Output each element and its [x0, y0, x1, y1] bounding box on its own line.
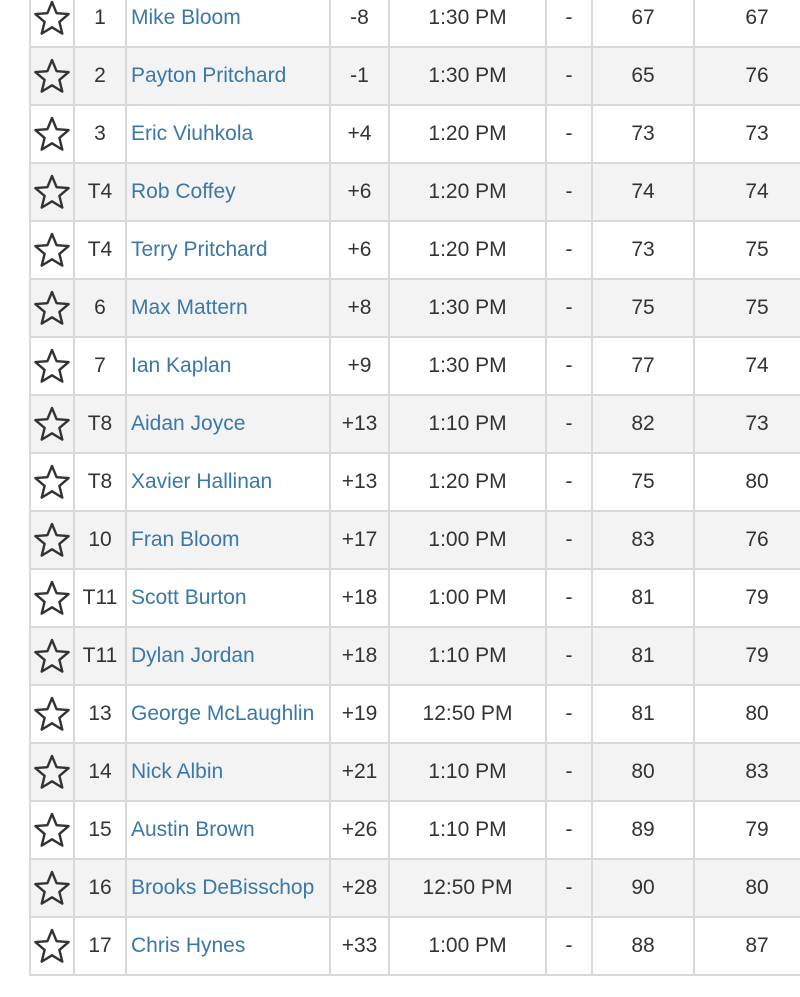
round-2-score-cell: 80 [694, 453, 800, 511]
leaderboard-row [30, 569, 800, 627]
player-name-link[interactable]: Fran Bloom [131, 528, 240, 551]
player-name-cell [126, 453, 330, 511]
star-outline-icon[interactable] [34, 464, 70, 500]
round-2-score-cell: 87 [694, 917, 800, 975]
star-outline-icon[interactable] [34, 348, 70, 384]
tee-time-cell: 12:50 PM [389, 859, 546, 917]
star-outline-icon[interactable] [34, 290, 70, 326]
to-par-cell: +18 [330, 569, 389, 627]
star-outline-icon[interactable] [34, 638, 70, 674]
round-1-score-cell: 75 [592, 279, 694, 337]
star-outline-icon[interactable] [34, 580, 70, 616]
player-name-cell [126, 859, 330, 917]
to-par-cell: +33 [330, 917, 389, 975]
player-name-cell [126, 511, 330, 569]
player-name-link[interactable]: Xavier Hallinan [131, 470, 273, 493]
star-outline-icon[interactable] [34, 870, 70, 906]
tee-time-cell: 1:30 PM [389, 0, 546, 47]
to-par-cell: +18 [330, 627, 389, 685]
leaderboard-row [30, 105, 800, 163]
thru-cell: - [546, 569, 592, 627]
to-par-cell: +28 [330, 859, 389, 917]
position-cell: 17 [74, 917, 126, 975]
round-1-score-cell: 81 [592, 627, 694, 685]
position-cell: 15 [74, 801, 126, 859]
leaderboard-row [30, 627, 800, 685]
favorite-cell [30, 743, 74, 801]
player-name-cell [126, 685, 330, 743]
position-cell: 16 [74, 859, 126, 917]
tee-time-cell: 1:20 PM [389, 221, 546, 279]
player-name-link[interactable]: Terry Pritchard [131, 238, 268, 261]
favorite-cell [30, 569, 74, 627]
favorite-cell [30, 917, 74, 975]
position-cell: 13 [74, 685, 126, 743]
round-2-score-cell: 67 [694, 0, 800, 47]
round-1-score-cell: 88 [592, 917, 694, 975]
round-1-score-cell: 73 [592, 221, 694, 279]
leaderboard-row [30, 453, 800, 511]
position-cell: 1 [74, 0, 126, 47]
player-name-link[interactable]: Aidan Joyce [131, 412, 246, 435]
player-name-link[interactable]: Nick Albin [131, 760, 224, 783]
leaderboard-row [30, 279, 800, 337]
leaderboard-row [30, 221, 800, 279]
thru-cell: - [546, 337, 592, 395]
player-name-cell [126, 743, 330, 801]
player-name-cell [126, 105, 330, 163]
player-name-link[interactable]: Chris Hynes [131, 934, 246, 957]
favorite-cell [30, 0, 74, 47]
round-1-score-cell: 73 [592, 105, 694, 163]
star-outline-icon[interactable] [34, 928, 70, 964]
leaderboard-row [30, 743, 800, 801]
round-2-score-cell: 74 [694, 163, 800, 221]
leaderboard-row [30, 859, 800, 917]
favorite-cell [30, 163, 74, 221]
leaderboard-row [30, 47, 800, 105]
leaderboard-row [30, 337, 800, 395]
tee-time-cell: 1:30 PM [389, 279, 546, 337]
round-2-score-cell: 79 [694, 569, 800, 627]
favorite-cell [30, 105, 74, 163]
tee-time-cell: 1:00 PM [389, 917, 546, 975]
position-cell: T8 [74, 395, 126, 453]
tee-time-cell: 1:10 PM [389, 801, 546, 859]
round-1-score-cell: 75 [592, 453, 694, 511]
player-name-link[interactable]: Austin Brown [131, 818, 255, 841]
thru-cell: - [546, 395, 592, 453]
player-name-cell [126, 395, 330, 453]
to-par-cell: -1 [330, 47, 389, 105]
player-name-cell [126, 917, 330, 975]
round-1-score-cell: 81 [592, 569, 694, 627]
leaderboard-row [30, 163, 800, 221]
round-1-score-cell: 81 [592, 685, 694, 743]
tee-time-cell: 1:00 PM [389, 569, 546, 627]
favorite-cell [30, 801, 74, 859]
player-name-cell [126, 0, 330, 47]
player-name-cell [126, 279, 330, 337]
round-2-score-cell: 73 [694, 105, 800, 163]
position-cell: T11 [74, 569, 126, 627]
favorite-cell [30, 685, 74, 743]
tee-time-cell: 1:20 PM [389, 105, 546, 163]
thru-cell: - [546, 105, 592, 163]
player-name-link[interactable]: Dylan Jordan [131, 644, 255, 667]
tee-time-cell: 1:10 PM [389, 743, 546, 801]
to-par-cell: +19 [330, 685, 389, 743]
round-1-score-cell: 90 [592, 859, 694, 917]
star-outline-icon[interactable] [34, 522, 70, 558]
thru-cell: - [546, 511, 592, 569]
leaderboard-body [30, 0, 800, 975]
leaderboard-row [30, 685, 800, 743]
round-2-score-cell: 74 [694, 337, 800, 395]
position-cell: T11 [74, 627, 126, 685]
round-1-score-cell: 80 [592, 743, 694, 801]
position-cell: T4 [74, 163, 126, 221]
leaderboard-row [30, 0, 800, 47]
position-cell: 14 [74, 743, 126, 801]
favorite-cell [30, 221, 74, 279]
tee-time-cell: 1:20 PM [389, 163, 546, 221]
to-par-cell: +4 [330, 105, 389, 163]
to-par-cell: +13 [330, 453, 389, 511]
favorite-cell [30, 627, 74, 685]
star-outline-icon[interactable] [34, 696, 70, 732]
position-cell: 7 [74, 337, 126, 395]
star-outline-icon[interactable] [34, 754, 70, 790]
to-par-cell: +6 [330, 221, 389, 279]
player-name-cell [126, 163, 330, 221]
star-outline-icon[interactable] [34, 58, 70, 94]
star-outline-icon[interactable] [34, 116, 70, 152]
tee-time-cell: 1:10 PM [389, 627, 546, 685]
thru-cell: - [546, 163, 592, 221]
player-name-cell [126, 627, 330, 685]
position-cell: 3 [74, 105, 126, 163]
player-name-link[interactable]: Rob Coffey [131, 180, 236, 203]
tee-time-cell: 12:50 PM [389, 685, 546, 743]
round-1-score-cell: 74 [592, 163, 694, 221]
to-par-cell: +21 [330, 743, 389, 801]
round-2-score-cell: 76 [694, 511, 800, 569]
player-name-link[interactable]: Scott Burton [131, 586, 247, 609]
thru-cell: - [546, 859, 592, 917]
star-outline-icon[interactable] [34, 406, 70, 442]
round-2-score-cell: 80 [694, 859, 800, 917]
tee-time-cell: 1:30 PM [389, 47, 546, 105]
star-outline-icon[interactable] [34, 812, 70, 848]
to-par-cell: +26 [330, 801, 389, 859]
thru-cell: - [546, 221, 592, 279]
position-cell: 2 [74, 47, 126, 105]
round-2-score-cell: 83 [694, 743, 800, 801]
favorite-cell [30, 337, 74, 395]
round-1-score-cell: 65 [592, 47, 694, 105]
round-2-score-cell: 76 [694, 47, 800, 105]
round-1-score-cell: 83 [592, 511, 694, 569]
thru-cell: - [546, 47, 592, 105]
position-cell: 10 [74, 511, 126, 569]
round-2-score-cell: 79 [694, 627, 800, 685]
to-par-cell: +9 [330, 337, 389, 395]
to-par-cell: +13 [330, 395, 389, 453]
round-2-score-cell: 73 [694, 395, 800, 453]
player-name-link[interactable]: Payton Pritchard [131, 64, 287, 87]
round-2-score-cell: 75 [694, 279, 800, 337]
thru-cell: - [546, 627, 592, 685]
thru-cell: - [546, 917, 592, 975]
favorite-cell [30, 859, 74, 917]
round-2-score-cell: 79 [694, 801, 800, 859]
favorite-cell [30, 511, 74, 569]
tee-time-cell: 1:10 PM [389, 395, 546, 453]
player-name-link[interactable]: Brooks DeBisschop [131, 876, 315, 899]
favorite-cell [30, 395, 74, 453]
star-outline-icon[interactable] [34, 174, 70, 210]
round-2-score-cell: 75 [694, 221, 800, 279]
position-cell: T8 [74, 453, 126, 511]
star-outline-icon[interactable] [34, 0, 70, 36]
player-name-link[interactable]: Ian Kaplan [131, 354, 232, 377]
favorite-cell [30, 279, 74, 337]
position-cell: T4 [74, 221, 126, 279]
to-par-cell: +17 [330, 511, 389, 569]
thru-cell: - [546, 0, 592, 47]
round-1-score-cell: 89 [592, 801, 694, 859]
player-name-cell [126, 569, 330, 627]
player-name-link[interactable]: Eric Viuhkola [131, 122, 254, 145]
thru-cell: - [546, 685, 592, 743]
round-1-score-cell: 82 [592, 395, 694, 453]
favorite-cell [30, 47, 74, 105]
thru-cell: - [546, 279, 592, 337]
player-name-link[interactable]: Max Mattern [131, 296, 248, 319]
player-name-cell [126, 337, 330, 395]
tee-time-cell: 1:00 PM [389, 511, 546, 569]
player-name-link[interactable]: George McLaughlin [131, 702, 315, 725]
leaderboard-table [29, 0, 800, 976]
round-1-score-cell: 67 [592, 0, 694, 47]
thru-cell: - [546, 743, 592, 801]
leaderboard-row [30, 395, 800, 453]
leaderboard-row [30, 917, 800, 975]
leaderboard-row [30, 801, 800, 859]
player-name-cell [126, 47, 330, 105]
round-1-score-cell: 77 [592, 337, 694, 395]
to-par-cell: +6 [330, 163, 389, 221]
to-par-cell: -8 [330, 0, 389, 47]
thru-cell: - [546, 453, 592, 511]
round-2-score-cell: 80 [694, 685, 800, 743]
position-cell: 6 [74, 279, 126, 337]
star-outline-icon[interactable] [34, 232, 70, 268]
player-name-cell [126, 801, 330, 859]
leaderboard-row [30, 511, 800, 569]
thru-cell: - [546, 801, 592, 859]
tee-time-cell: 1:20 PM [389, 453, 546, 511]
player-name-link[interactable]: Mike Bloom [131, 6, 241, 29]
player-name-cell [126, 221, 330, 279]
to-par-cell: +8 [330, 279, 389, 337]
favorite-cell [30, 453, 74, 511]
tee-time-cell: 1:30 PM [389, 337, 546, 395]
